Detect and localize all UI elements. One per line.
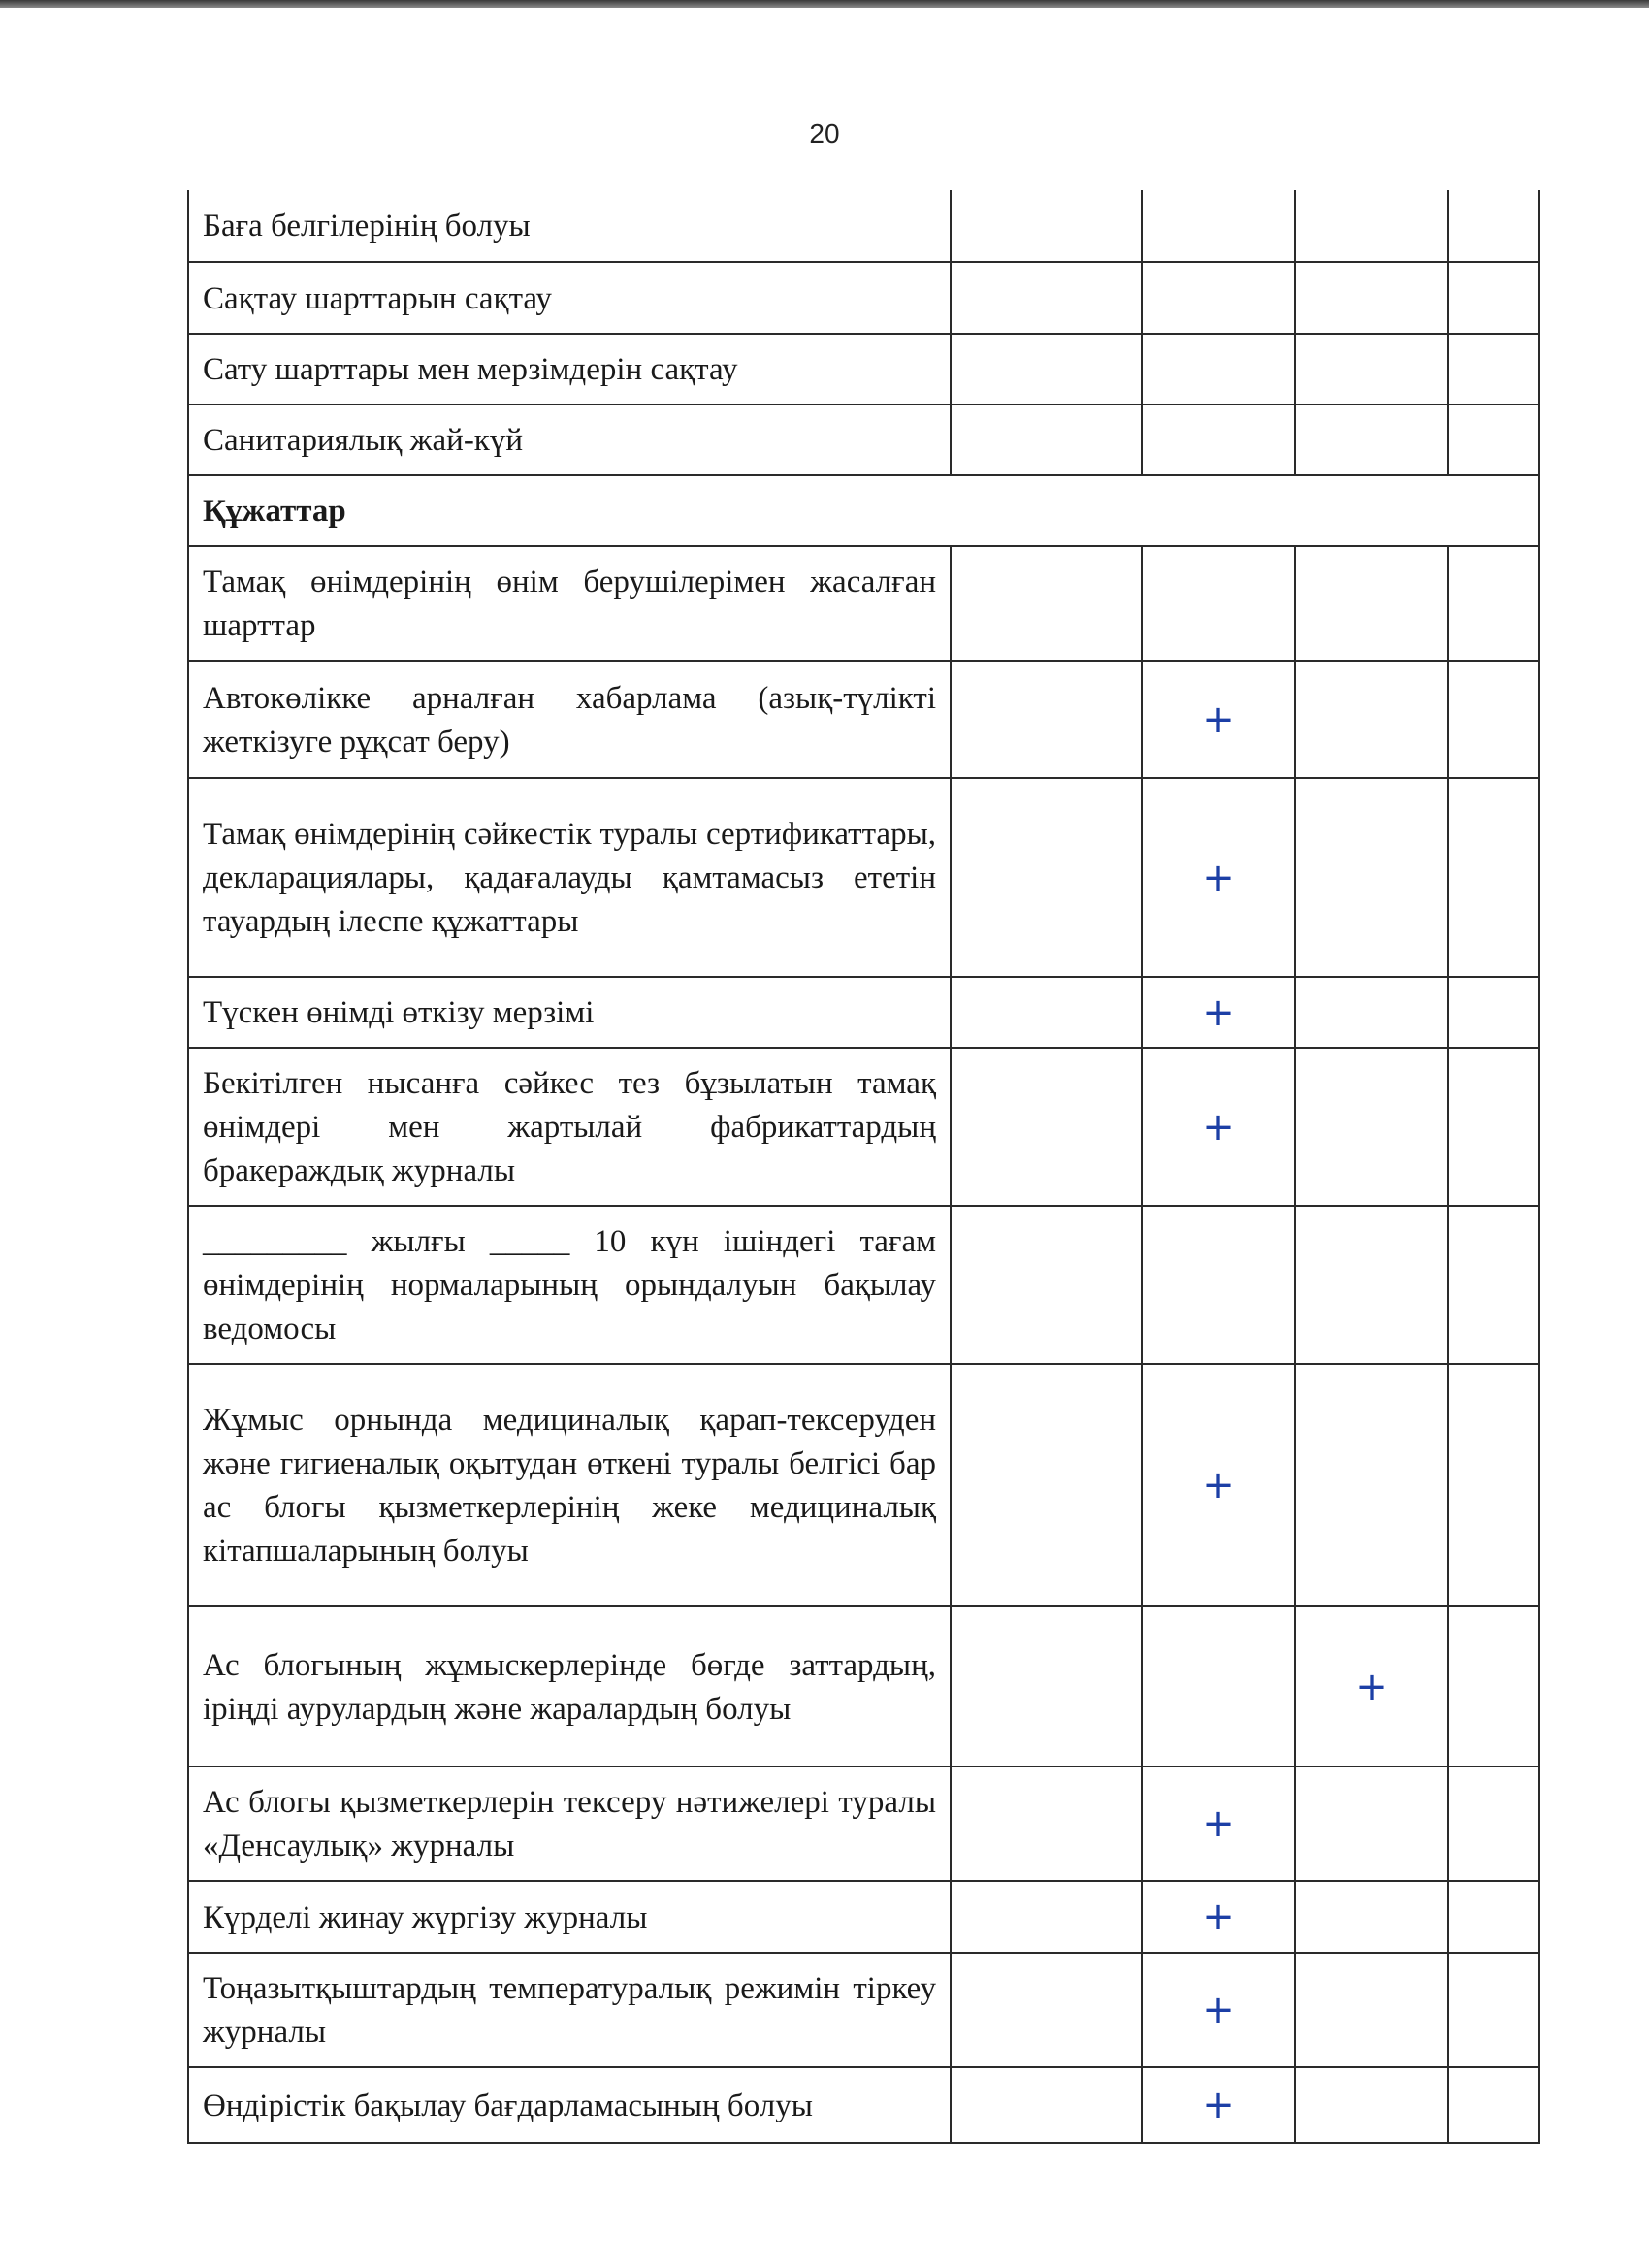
item-label-cell xyxy=(188,977,951,1048)
mark-cell-2 xyxy=(1142,1606,1295,1766)
item-label: Тамақ өнімдерінің сәйкестік туралы сертификаттары, декларациялары, қадағалауды қамтамасыз ететін тауардың ілеспе құжаттары xyxy=(203,817,936,939)
mark-cell-1 xyxy=(951,1953,1142,2067)
mark-cell-2 xyxy=(1142,1881,1295,1953)
mark-cell-4 xyxy=(1448,1606,1539,1766)
item-label: Санитариялық жай-күй xyxy=(203,423,523,458)
item-label-cell xyxy=(188,778,951,977)
item-label: Түскен өнімді өткізу мерзімі xyxy=(203,995,595,1030)
item-label: Өндірістік бақылау бағдарламасының болуы xyxy=(203,2088,813,2123)
mark-cell-2 xyxy=(1142,1206,1295,1364)
table-row xyxy=(188,190,1539,262)
mark-cell-3 xyxy=(1295,1606,1448,1766)
mark-cell-3 xyxy=(1295,661,1448,778)
mark-cell-1 xyxy=(951,778,1142,977)
mark-cell-4 xyxy=(1448,1364,1539,1606)
handwritten-plus-mark: + xyxy=(1202,697,1235,742)
table-row xyxy=(188,1766,1539,1881)
item-label: Ас блогы қызметкерлерін тексеру нәтижелері туралы «Денсаулық» журналы xyxy=(203,1785,936,1863)
mark-cell-4 xyxy=(1448,661,1539,778)
checklist-body xyxy=(188,190,1539,2143)
mark-cell-1 xyxy=(951,546,1142,661)
table-row xyxy=(188,1206,1539,1364)
mark-cell-2 xyxy=(1142,778,1295,977)
mark-cell-2 xyxy=(1142,190,1295,262)
item-label-cell xyxy=(188,262,951,334)
page-number: 20 xyxy=(809,118,840,148)
mark-cell-4 xyxy=(1448,1881,1539,1953)
item-label-cell xyxy=(188,2067,951,2143)
item-label: Ас блогының жұмыскерлерінде бөгде заттардың, іріңді аурулардың және жаралардың болуы xyxy=(203,1647,936,1727)
item-label-cell xyxy=(188,1364,951,1606)
mark-cell-3 xyxy=(1295,190,1448,262)
mark-cell-2 xyxy=(1142,661,1295,778)
mark-cell-2 xyxy=(1142,334,1295,405)
mark-cell-4 xyxy=(1448,190,1539,262)
table-row xyxy=(188,334,1539,405)
table-row xyxy=(188,405,1539,475)
item-label: Тоңазытқыштардың температуралық режимін тіркеу журналы xyxy=(203,1971,936,2050)
mark-cell-1 xyxy=(951,661,1142,778)
mark-cell-1 xyxy=(951,1206,1142,1364)
mark-cell-1 xyxy=(951,262,1142,334)
checklist-table xyxy=(187,190,1540,2144)
mark-cell-2 xyxy=(1142,1048,1295,1206)
mark-cell-4 xyxy=(1448,546,1539,661)
item-label-cell xyxy=(188,1881,951,1953)
item-label-cell xyxy=(188,1206,951,1364)
mark-cell-2 xyxy=(1142,546,1295,661)
mark-cell-4 xyxy=(1448,977,1539,1048)
table-row xyxy=(188,546,1539,661)
item-label: Сақтау шарттарын сақтау xyxy=(203,280,552,316)
handwritten-plus-mark: + xyxy=(1202,2083,1235,2127)
item-label: Бекітілген нысанға сәйкес тез бұзылатын тамақ өнімдері мен жартылай фабрикаттардың бракераждық журналы xyxy=(203,1066,936,1188)
section-row xyxy=(188,475,1539,546)
table-row xyxy=(188,778,1539,977)
mark-cell-3 xyxy=(1295,977,1448,1048)
mark-cell-3 xyxy=(1295,1048,1448,1206)
mark-cell-1 xyxy=(951,1048,1142,1206)
item-label-cell xyxy=(188,661,951,778)
item-label: Жұмыс орнында медициналық қарап-тексеруден және гигиеналық оқытудан өткені туралы белгісі бар ас блогы қызметкерлерінің жеке медициналық кітапшаларының болуы xyxy=(203,1403,936,1569)
handwritten-plus-mark: + xyxy=(1202,989,1235,1035)
mark-cell-3 xyxy=(1295,1953,1448,2067)
item-label: Автокөлікке арналған хабарлама (азық-түлікті жеткізуге рұқсат беру) xyxy=(203,680,936,760)
item-label-cell xyxy=(188,1766,951,1881)
item-label: Тамақ өнімдерінің өнім берушілерімен жасалған шарттар xyxy=(203,565,936,643)
table-row xyxy=(188,1953,1539,2067)
mark-cell-4 xyxy=(1448,778,1539,977)
section-cell xyxy=(188,475,1539,546)
mark-cell-3 xyxy=(1295,405,1448,475)
handwritten-plus-mark: + xyxy=(1202,1801,1235,1846)
item-label: Күрделі жинау жүргізу журналы xyxy=(203,1899,648,1935)
mark-cell-3 xyxy=(1295,1881,1448,1953)
mark-cell-4 xyxy=(1448,1206,1539,1364)
table-row xyxy=(188,1048,1539,1206)
handwritten-plus-mark: + xyxy=(1355,1664,1388,1709)
mark-cell-1 xyxy=(951,2067,1142,2143)
mark-cell-1 xyxy=(951,334,1142,405)
mark-cell-3 xyxy=(1295,1206,1448,1364)
item-label-cell xyxy=(188,334,951,405)
table-row xyxy=(188,1364,1539,1606)
table-row xyxy=(188,977,1539,1048)
item-label-cell xyxy=(188,190,951,262)
mark-cell-4 xyxy=(1448,405,1539,475)
item-label-cell xyxy=(188,405,951,475)
item-label-cell xyxy=(188,546,951,661)
mark-cell-1 xyxy=(951,977,1142,1048)
mark-cell-1 xyxy=(951,1606,1142,1766)
mark-cell-3 xyxy=(1295,262,1448,334)
mark-cell-2 xyxy=(1142,262,1295,334)
mark-cell-4 xyxy=(1448,262,1539,334)
item-label: _________ жылғы _____ 10 күн ішіндегі тағам өнімдерінің нормаларының орындалуын бақылау ведомосы xyxy=(203,1224,936,1346)
mark-cell-3 xyxy=(1295,2067,1448,2143)
handwritten-plus-mark: + xyxy=(1202,1463,1235,1507)
table-row xyxy=(188,262,1539,334)
mark-cell-4 xyxy=(1448,1953,1539,2067)
mark-cell-3 xyxy=(1295,546,1448,661)
handwritten-plus-mark: + xyxy=(1202,855,1235,900)
mark-cell-2 xyxy=(1142,1364,1295,1606)
item-label: Баға белгілерінің болуы xyxy=(203,209,531,243)
section-title: Құжаттар xyxy=(203,494,346,529)
table-row xyxy=(188,2067,1539,2143)
mark-cell-1 xyxy=(951,1881,1142,1953)
mark-cell-2 xyxy=(1142,1766,1295,1881)
table-row xyxy=(188,1606,1539,1766)
mark-cell-4 xyxy=(1448,2067,1539,2143)
mark-cell-4 xyxy=(1448,1766,1539,1881)
table-row xyxy=(188,661,1539,778)
mark-cell-2 xyxy=(1142,977,1295,1048)
item-label-cell xyxy=(188,1048,951,1206)
mark-cell-1 xyxy=(951,1364,1142,1606)
handwritten-plus-mark: + xyxy=(1202,1988,1235,2032)
scan-top-edge xyxy=(0,0,1649,8)
item-label: Сату шарттары мен мерзімдерін сақтау xyxy=(203,352,738,387)
item-label-cell xyxy=(188,1606,951,1766)
mark-cell-3 xyxy=(1295,1364,1448,1606)
mark-cell-4 xyxy=(1448,334,1539,405)
mark-cell-4 xyxy=(1448,1048,1539,1206)
mark-cell-2 xyxy=(1142,1953,1295,2067)
mark-cell-2 xyxy=(1142,405,1295,475)
mark-cell-2 xyxy=(1142,2067,1295,2143)
table-row xyxy=(188,1881,1539,1953)
mark-cell-1 xyxy=(951,405,1142,475)
mark-cell-3 xyxy=(1295,1766,1448,1881)
handwritten-plus-mark: + xyxy=(1202,1104,1235,1150)
mark-cell-1 xyxy=(951,190,1142,262)
mark-cell-1 xyxy=(951,1766,1142,1881)
mark-cell-3 xyxy=(1295,778,1448,977)
handwritten-plus-mark: + xyxy=(1202,1895,1235,1939)
mark-cell-3 xyxy=(1295,334,1448,405)
item-label-cell xyxy=(188,1953,951,2067)
